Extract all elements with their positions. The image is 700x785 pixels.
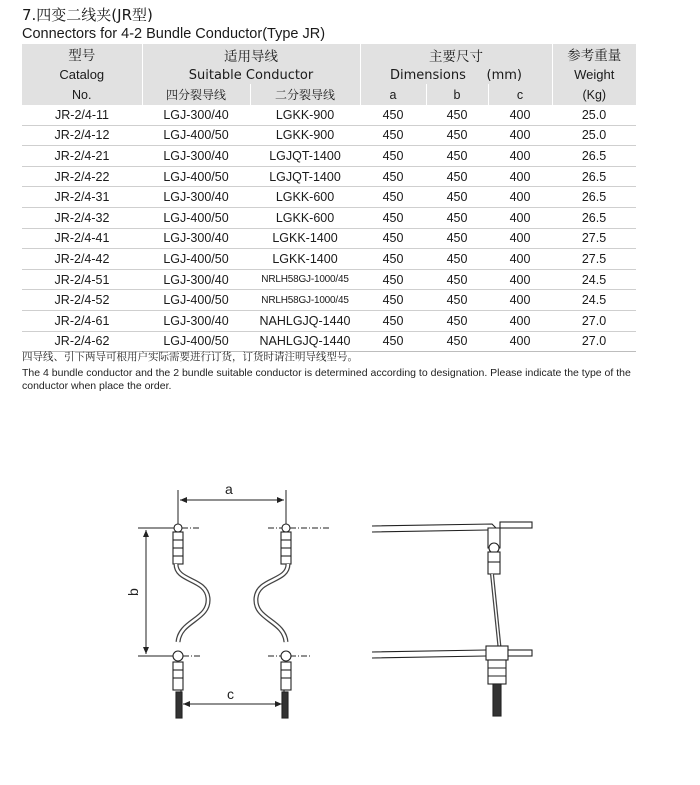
dim-b-cell: 450 (426, 125, 488, 146)
two-bundle-cell: LGJQT-1400 (250, 166, 360, 187)
dim-b-cell: 450 (426, 105, 488, 125)
dim-c-cell: 400 (488, 166, 552, 187)
dim-a-cell: 450 (360, 249, 426, 270)
table-row (22, 269, 636, 290)
dim-c-cell: 400 (488, 187, 552, 208)
four-bundle-cell: LGJ-400/50 (142, 290, 250, 311)
section-title-en: Connectors for 4-2 Bundle Conductor(Type JR) (22, 26, 326, 42)
catalog-cell: JR-2/4-61 (22, 310, 142, 331)
dim-a-cell: 450 (360, 310, 426, 331)
note-en: The 4 bundle conductor and the 2 bundle suitable conductor is determined according to designation. Please indicate the type of the conductor when place the order. (22, 367, 631, 392)
four-bundle-cell: LGJ-300/40 (142, 310, 250, 331)
weight-cell: 25.0 (552, 105, 636, 125)
side-view-connector (372, 522, 532, 716)
right-connector (256, 524, 291, 718)
dim-b-cell: 450 (426, 269, 488, 290)
dim-c-cell: 400 (488, 105, 552, 125)
two-bundle-cell: LGKK-1400 (250, 249, 360, 270)
four-bundle-header: 四分裂导线 (142, 84, 250, 105)
two-bundle-cell: LGKK-900 (250, 105, 360, 125)
note-cn: 四导线、引下两导可根用户实际需要进行订货，订货时请注明导线型号。 (22, 351, 358, 363)
spec-table-body (22, 105, 636, 352)
dim-a-cell: 450 (360, 166, 426, 187)
catalog-cell: JR-2/4-62 (22, 331, 142, 352)
two-bundle-cell: NRLH58GJ-1000/45 (250, 290, 360, 311)
table-row (22, 125, 636, 146)
catalog-cell: JR-2/4-12 (22, 125, 142, 146)
dim-b-cell: 450 (426, 228, 488, 249)
catalog-header-no: No. (22, 84, 142, 105)
dim-c-cell: 400 (488, 290, 552, 311)
dim-b-cell: 450 (426, 249, 488, 270)
weight-unit-header: (Kg) (552, 84, 636, 105)
four-bundle-cell: LGJ-400/50 (142, 125, 250, 146)
four-bundle-cell: LGJ-300/40 (142, 105, 250, 125)
two-bundle-cell: LGJQT-1400 (250, 146, 360, 167)
two-bundle-header: 二分裂导线 (250, 84, 360, 105)
dim-a-cell: 450 (360, 290, 426, 311)
two-bundle-cell: LGKK-600 (250, 187, 360, 208)
dim-a-cell: 450 (360, 207, 426, 228)
catalog-cell: JR-2/4-51 (22, 269, 142, 290)
dim-b-cell: 450 (426, 331, 488, 352)
catalog-cell: JR-2/4-21 (22, 146, 142, 167)
table-row (22, 187, 636, 208)
four-bundle-cell: LGJ-400/50 (142, 331, 250, 352)
conductor-header-cn: 适用导线 (224, 49, 278, 65)
dim-a-cell: 450 (360, 146, 426, 167)
dim-c-cell: 400 (488, 228, 552, 249)
dim-c-cell: 400 (488, 125, 552, 146)
left-connector (173, 524, 208, 718)
dimensions-header-cn: 主要尺寸 (429, 49, 483, 65)
conductor-header-en: Suitable Conductor (188, 68, 314, 83)
spec-table (22, 44, 636, 352)
dim-a-cell: 450 (360, 269, 426, 290)
dim-a-cell: 450 (360, 105, 426, 125)
catalog-header-en: Catalog (22, 64, 142, 84)
catalog-cell: JR-2/4-32 (22, 207, 142, 228)
dim-a-header: a (360, 84, 426, 105)
table-row (22, 146, 636, 167)
table-row (22, 310, 636, 331)
dim-c-cell: 400 (488, 207, 552, 228)
catalog-cell: JR-2/4-22 (22, 166, 142, 187)
four-bundle-cell: LGJ-400/50 (142, 166, 250, 187)
dim-b-cell: 450 (426, 166, 488, 187)
four-bundle-cell: LGJ-400/50 (142, 249, 250, 270)
connector-drawing (0, 470, 700, 730)
weight-cell: 27.5 (552, 228, 636, 249)
label-c: c (227, 686, 234, 702)
table-row (22, 207, 636, 228)
weight-cell: 24.5 (552, 290, 636, 311)
catalog-cell: JR-2/4-11 (22, 105, 142, 125)
weight-cell: 27.0 (552, 310, 636, 331)
two-bundle-cell: LGKK-900 (250, 125, 360, 146)
weight-header-en: Weight (552, 64, 636, 84)
dimensions-header-en: Dimensions (389, 68, 466, 83)
dimensions-unit: (mm) (486, 68, 523, 83)
two-bundle-cell: NAHLGJQ-1440 (250, 310, 360, 331)
dim-b-cell: 450 (426, 310, 488, 331)
two-bundle-cell: NRLH58GJ-1000/45 (250, 269, 360, 290)
weight-cell: 27.0 (552, 331, 636, 352)
dim-a-cell: 450 (360, 331, 426, 352)
weight-cell: 26.5 (552, 187, 636, 208)
conductor-header (142, 44, 360, 84)
weight-cell: 26.5 (552, 166, 636, 187)
weight-header-cn: 参考重量 (552, 44, 636, 64)
dim-c-cell: 400 (488, 310, 552, 331)
table-row (22, 105, 636, 125)
weight-cell: 24.5 (552, 269, 636, 290)
dimensions-header (360, 44, 552, 84)
four-bundle-cell: LGJ-300/40 (142, 269, 250, 290)
table-row (22, 166, 636, 187)
dim-b-cell: 450 (426, 207, 488, 228)
four-bundle-cell: LGJ-300/40 (142, 228, 250, 249)
dim-c-cell: 400 (488, 331, 552, 352)
dimension-b (138, 528, 178, 656)
table-row (22, 249, 636, 270)
dim-a-cell: 450 (360, 125, 426, 146)
weight-cell: 26.5 (552, 207, 636, 228)
two-bundle-cell: LGKK-1400 (250, 228, 360, 249)
label-b: b (125, 588, 141, 596)
dim-c-header: c (488, 84, 552, 105)
weight-cell: 25.0 (552, 125, 636, 146)
table-row (22, 228, 636, 249)
dim-c-cell: 400 (488, 269, 552, 290)
dim-a-cell: 450 (360, 187, 426, 208)
weight-cell: 26.5 (552, 146, 636, 167)
label-a: a (225, 481, 233, 497)
four-bundle-cell: LGJ-300/40 (142, 146, 250, 167)
dim-c-cell: 400 (488, 146, 552, 167)
four-bundle-cell: LGJ-400/50 (142, 207, 250, 228)
dim-b-cell: 450 (426, 146, 488, 167)
catalog-cell: JR-2/4-52 (22, 290, 142, 311)
table-row (22, 290, 636, 311)
four-bundle-cell: LGJ-300/40 (142, 187, 250, 208)
two-bundle-cell: LGKK-600 (250, 207, 360, 228)
catalog-cell: JR-2/4-41 (22, 228, 142, 249)
section-title-cn: 7.四变二线夹(JR型) (22, 6, 153, 24)
dim-a-cell: 450 (360, 228, 426, 249)
weight-cell: 27.5 (552, 249, 636, 270)
dim-b-cell: 450 (426, 290, 488, 311)
dim-b-header: b (426, 84, 488, 105)
catalog-cell: JR-2/4-42 (22, 249, 142, 270)
catalog-cell: JR-2/4-31 (22, 187, 142, 208)
two-bundle-cell: NAHLGJQ-1440 (250, 331, 360, 352)
dim-c-cell: 400 (488, 249, 552, 270)
catalog-header-cn: 型号 (22, 44, 142, 64)
dim-b-cell: 450 (426, 187, 488, 208)
